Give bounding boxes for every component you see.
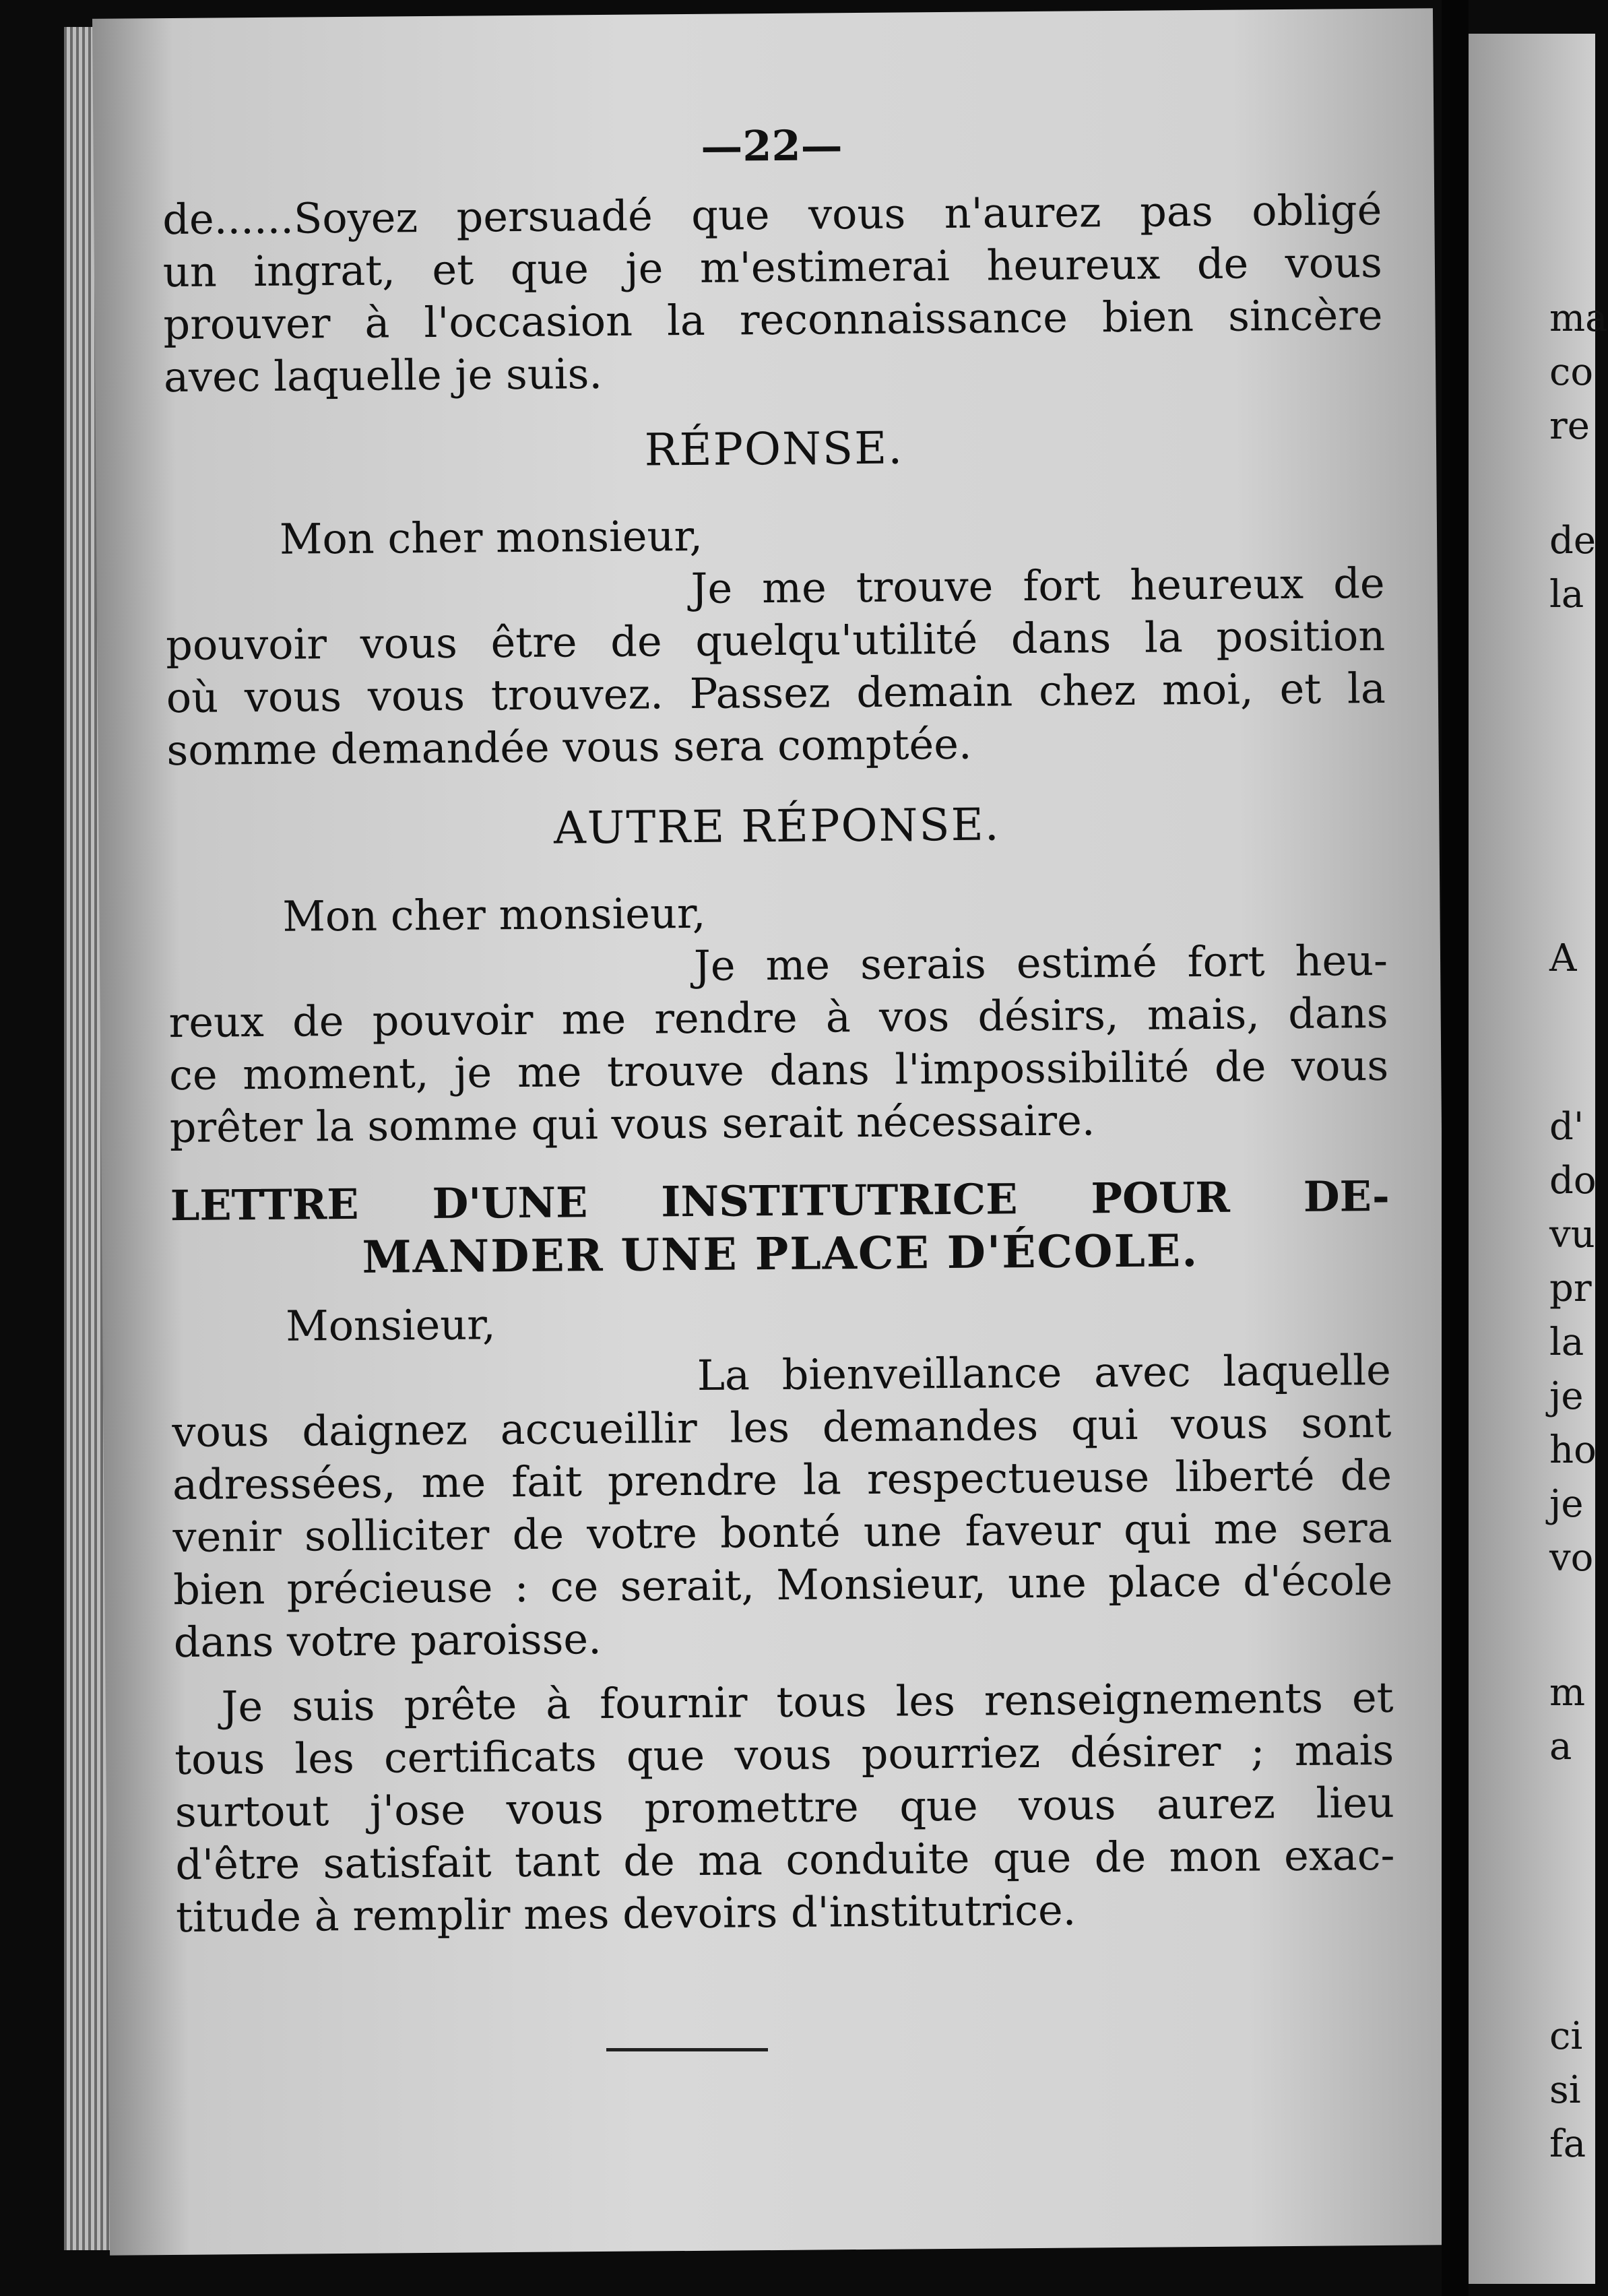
next-page-text-fragment: co (1549, 350, 1594, 394)
text-line: où vous vous trouvez. Passez demain chez moi, et la (166, 663, 1386, 723)
next-page-text-fragment: je (1549, 1374, 1584, 1418)
text-line: un ingrat, et que je m'estimerai heureux de vous (162, 237, 1383, 297)
text-line: adressées, me fait prendre la respectueuse liberté de (172, 1450, 1392, 1510)
section-heading: LETTRE D'UNE INSTITUTRICE POUR DE- (170, 1171, 1390, 1231)
text-line: venir solliciter de votre bonté une faveur qui me sera (172, 1502, 1392, 1562)
section-heading: AUTRE RÉPONSE. (553, 798, 1000, 854)
text-line: Monsieur, (285, 1300, 496, 1351)
text-line: de......Soyez persuadé que vous n'aurez pas obligé (162, 185, 1382, 245)
next-page-text-fragment: fa (1549, 2122, 1586, 2166)
text-line: prouver à l'occasion la reconnaissance bien sincère (163, 290, 1383, 350)
text-line: surtout j'ose vous promettre que vous aurez lieu (174, 1777, 1395, 1837)
end-rule (606, 2048, 768, 2051)
text-line: La bienveillance avec laquelle (697, 1345, 1392, 1400)
section-heading: RÉPONSE. (644, 422, 904, 476)
text-line: dans votre paroisse. (173, 1614, 602, 1667)
next-page-text-fragment: la (1549, 1320, 1584, 1364)
text-line: somme demandée vous sera comptée. (166, 719, 972, 775)
next-page-text-fragment: ho (1549, 1428, 1597, 1472)
text-line: ce moment, je me trouve dans l'impossibilité de vous (168, 1040, 1389, 1100)
next-page-text-fragment: je (1549, 1482, 1584, 1526)
next-page-text-fragment: la (1549, 573, 1584, 616)
text-line: reux de pouvoir me rendre à vos désirs, mais, dans (168, 988, 1388, 1048)
next-page-edge (1469, 34, 1608, 2284)
text-line: Je me trouve fort heureux de (690, 558, 1385, 613)
text-line: Mon cher monsieur, (279, 511, 703, 564)
text-line: vous daignez accueillir les demandes qui vous sont (172, 1397, 1392, 1457)
next-page-text-fragment: do (1549, 1159, 1597, 1203)
text-line: bien précieuse : ce serait, Monsieur, une place d'école (172, 1555, 1393, 1615)
next-page-text-fragment: m (1549, 1671, 1586, 1715)
next-page-text-fragment: vu (1549, 1213, 1595, 1256)
text-line: titude à remplir mes devoirs d'institutrice. (175, 1885, 1076, 1942)
page-number: —22— (701, 121, 843, 171)
next-page-text-fragment: d' (1549, 1105, 1584, 1149)
next-page-text-fragment: si (1549, 2068, 1581, 2112)
text-line: d'être satisfait tant de ma conduite que de mon exac- (175, 1830, 1395, 1890)
text-line: Je suis prête à fournir tous les renseignements et (221, 1672, 1394, 1731)
next-page-text-fragment: ma (1549, 296, 1608, 340)
next-page-text-fragment: vo (1549, 1536, 1594, 1580)
next-page-text-fragment: a (1549, 1725, 1572, 1768)
text-line: tous les certificats que vous pourriez désirer ; mais (174, 1725, 1394, 1785)
text-line: avec laquelle je suis. (163, 349, 603, 402)
text-line: Mon cher monsieur, (282, 888, 706, 941)
next-page-text-fragment: A (1549, 936, 1577, 980)
text-line: prêter la somme qui vous serait nécessaire. (169, 1095, 1095, 1153)
section-heading: MANDER UNE PLACE D'ÉCOLE. (362, 1224, 1199, 1283)
text-line: Je me serais estimé fort heu- (693, 935, 1388, 990)
next-page-text-fragment: re (1549, 404, 1590, 448)
next-page-text-fragment: pr (1549, 1267, 1592, 1310)
text-line: pouvoir vous être de quelqu'utilité dans la position (165, 610, 1386, 670)
book-spine (1442, 0, 1469, 2296)
next-page-text-fragment: ci (1549, 2014, 1583, 2058)
next-page-text-fragment: de (1549, 519, 1596, 563)
